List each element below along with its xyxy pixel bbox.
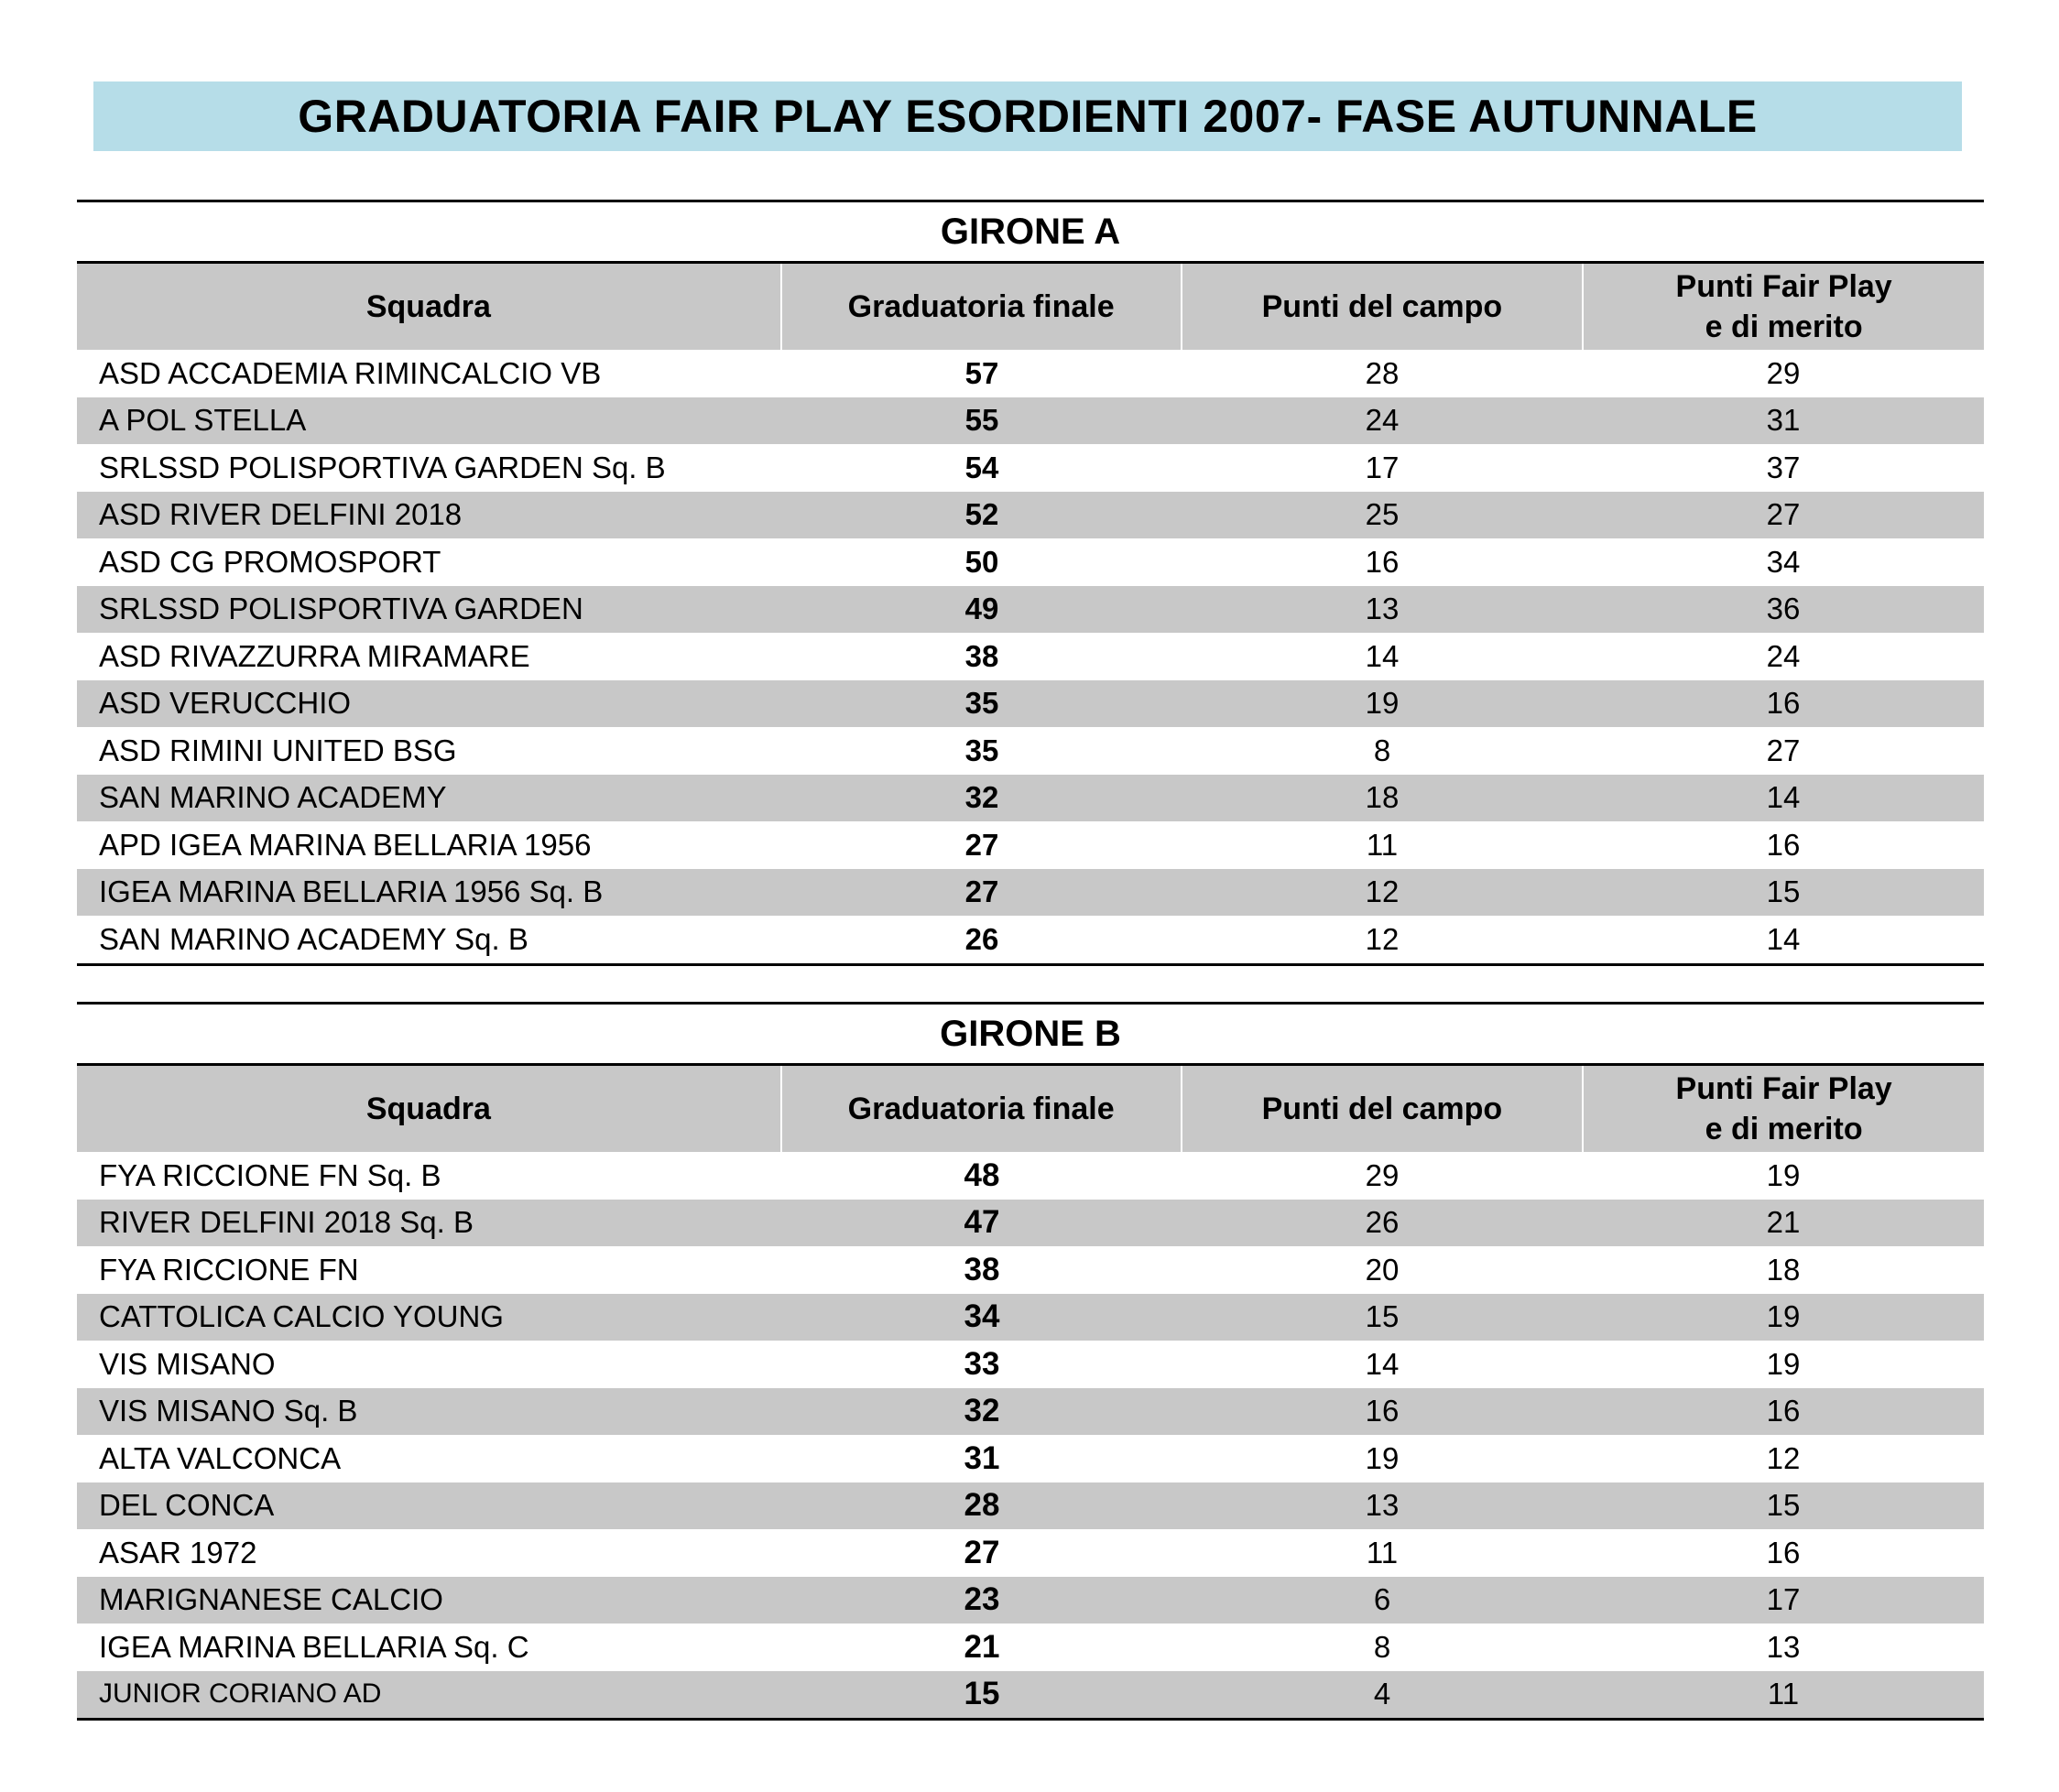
fairplay-points: 14 [1766, 921, 1801, 956]
final-score: 49 [964, 592, 999, 626]
table-row [77, 444, 1984, 492]
team-name: APD IGEA MARINA BELLARIA 1956 [99, 827, 592, 862]
table-row [77, 1482, 1984, 1530]
page-title: GRADUATORIA FAIR PLAY ESORDIENTI 2007- FASE AUTUNNALE [298, 91, 1758, 142]
table-row [77, 1577, 1984, 1624]
girone-a-rows [77, 350, 1984, 966]
team-name: SRLSSD POLISPORTIVA GARDEN [99, 592, 583, 626]
final-score: 55 [964, 403, 999, 438]
team-name: ALTA VALCONCA [99, 1440, 342, 1475]
table-row [77, 397, 1984, 445]
field-points: 14 [1365, 638, 1400, 673]
final-score: 27 [964, 874, 999, 909]
final-score: 34 [964, 1298, 1000, 1335]
team-name: IGEA MARINA BELLARIA Sq. C [99, 1629, 529, 1664]
fairplay-points: 16 [1766, 827, 1801, 862]
final-score: 38 [964, 638, 999, 673]
final-score: 50 [964, 544, 999, 579]
fairplay-points: 31 [1766, 403, 1801, 438]
field-points: 17 [1365, 450, 1400, 484]
field-points: 12 [1365, 874, 1400, 909]
girone-b-header [77, 1066, 1984, 1152]
field-points: 11 [1366, 827, 1399, 862]
table-row [77, 1388, 1984, 1436]
fairplay-points: 16 [1766, 1535, 1801, 1569]
table-row [77, 916, 1984, 963]
fairplay-points: 19 [1766, 1346, 1801, 1381]
page-title-banner [93, 81, 1962, 151]
table-row [77, 775, 1984, 822]
girone-b-title: GIRONE B [77, 1002, 1984, 1066]
header-fairplay-line2: e di merito [1705, 1112, 1863, 1146]
final-score: 35 [964, 686, 999, 721]
final-score: 15 [964, 1676, 1000, 1712]
header-team: Squadra [365, 1091, 491, 1126]
table-row [77, 538, 1984, 586]
table-row [77, 633, 1984, 680]
field-points: 28 [1365, 355, 1400, 390]
table-row [77, 727, 1984, 775]
fairplay-points: 15 [1766, 1488, 1801, 1523]
fairplay-points: 17 [1766, 1582, 1801, 1617]
field-points: 19 [1365, 686, 1400, 721]
final-score: 33 [964, 1345, 1000, 1382]
header-fairplay [1582, 1066, 1984, 1152]
team-name: VIS MISANO Sq. B [99, 1394, 358, 1428]
fairplay-points: 11 [1767, 1677, 1800, 1711]
fairplay-points: 16 [1766, 686, 1801, 721]
table-row [77, 1624, 1984, 1671]
field-points: 20 [1365, 1252, 1400, 1287]
team-name: MARIGNANESE CALCIO [99, 1582, 443, 1617]
field-points: 6 [1373, 1582, 1391, 1617]
table-row [77, 1341, 1984, 1388]
team-name: ASD CG PROMOSPORT [99, 544, 441, 579]
final-score: 26 [964, 921, 999, 956]
header-field: Punti del campo [1181, 1066, 1583, 1152]
field-points: 15 [1365, 1299, 1400, 1334]
final-score: 27 [964, 827, 999, 862]
table-row [77, 1246, 1984, 1294]
final-score: 28 [964, 1487, 1000, 1524]
fairplay-points: 21 [1766, 1205, 1801, 1240]
field-points: 26 [1365, 1205, 1400, 1240]
header-final: Graduatoria finale [780, 264, 1181, 350]
team-name: ASD RIVAZZURRA MIRAMARE [99, 638, 530, 673]
table-row [77, 492, 1984, 539]
team-name: ASD RIVER DELFINI 2018 [99, 497, 463, 532]
field-points: 16 [1365, 544, 1400, 579]
team-name: ASD ACCADEMIA RIMINCALCIO VB [99, 355, 602, 390]
field-points: 19 [1365, 1440, 1400, 1475]
field-points: 18 [1365, 780, 1400, 815]
team-name: ASD VERUCCHIO [99, 686, 352, 721]
final-score: 38 [964, 1251, 1000, 1287]
field-points: 16 [1365, 1394, 1400, 1428]
final-score: 31 [964, 1439, 1000, 1476]
field-points: 13 [1365, 592, 1400, 626]
fairplay-points: 37 [1766, 450, 1801, 484]
team-name: SAN MARINO ACADEMY [99, 780, 447, 815]
table-row [77, 680, 1984, 728]
fairplay-points: 19 [1766, 1157, 1801, 1192]
field-points: 8 [1373, 1629, 1391, 1664]
header-fairplay-line1: Punti Fair Play [1675, 1071, 1892, 1106]
fairplay-points: 24 [1766, 638, 1801, 673]
girone-b-table [77, 1002, 1984, 1721]
fairplay-points: 18 [1766, 1252, 1801, 1287]
team-name: FYA RICCIONE FN [99, 1252, 359, 1287]
table-row [77, 1294, 1984, 1341]
final-score: 32 [964, 1393, 1000, 1429]
table-row [77, 586, 1984, 634]
fairplay-points: 27 [1766, 497, 1801, 532]
team-name: FYA RICCIONE FN Sq. B [99, 1157, 441, 1192]
team-name: A POL STELLA [99, 403, 307, 438]
field-points: 29 [1365, 1157, 1400, 1192]
team-name: CATTOLICA CALCIO YOUNG [99, 1299, 504, 1334]
final-score: 57 [964, 355, 999, 390]
table-row [77, 869, 1984, 917]
table-row [77, 1529, 1984, 1577]
field-points: 11 [1366, 1535, 1399, 1569]
field-points: 4 [1373, 1677, 1391, 1711]
field-points: 14 [1365, 1346, 1400, 1381]
fairplay-points: 27 [1766, 733, 1801, 767]
girone-b-rows [77, 1152, 1984, 1721]
field-points: 24 [1365, 403, 1400, 438]
fairplay-points: 29 [1766, 355, 1801, 390]
final-score: 48 [964, 1157, 1000, 1193]
final-score: 54 [964, 450, 999, 484]
team-name: ASD RIMINI UNITED BSG [99, 733, 457, 767]
team-name: SRLSSD POLISPORTIVA GARDEN Sq. B [99, 450, 666, 484]
fairplay-points: 34 [1766, 544, 1801, 579]
fairplay-points: 12 [1766, 1440, 1801, 1475]
fairplay-points: 13 [1766, 1629, 1801, 1664]
final-score: 21 [964, 1628, 1000, 1665]
final-score: 27 [964, 1534, 1000, 1570]
final-score: 47 [964, 1204, 1000, 1241]
header-final: Graduatoria finale [780, 1066, 1181, 1152]
header-fairplay [1582, 264, 1984, 350]
table-row [77, 350, 1984, 397]
field-points: 25 [1365, 497, 1400, 532]
team-name: ASAR 1972 [99, 1535, 257, 1569]
final-score: 23 [964, 1581, 1000, 1618]
team-name: DEL CONCA [99, 1488, 275, 1523]
header-fairplay-line2: e di merito [1705, 310, 1863, 344]
final-score: 35 [964, 733, 999, 767]
header-team: Squadra [365, 289, 491, 324]
team-name: JUNIOR CORIANO AD [99, 1678, 382, 1710]
fairplay-points: 14 [1766, 780, 1801, 815]
fairplay-points: 16 [1766, 1394, 1801, 1428]
team-name: VIS MISANO [99, 1346, 276, 1381]
table-row [77, 1435, 1984, 1482]
table-row [77, 1200, 1984, 1247]
team-name: RIVER DELFINI 2018 Sq. B [99, 1205, 474, 1240]
girone-a-header [77, 264, 1984, 350]
field-points: 8 [1373, 733, 1391, 767]
header-fairplay-line1: Punti Fair Play [1675, 269, 1892, 304]
final-score: 32 [964, 780, 999, 815]
team-name: SAN MARINO ACADEMY Sq. B [99, 921, 528, 956]
fairplay-points: 36 [1766, 592, 1801, 626]
fairplay-points: 19 [1766, 1299, 1801, 1334]
girone-a-title: GIRONE A [77, 200, 1984, 264]
girone-a-table [77, 200, 1984, 966]
table-row [77, 821, 1984, 869]
header-field: Punti del campo [1181, 264, 1583, 350]
table-row [77, 1671, 1984, 1719]
fairplay-points: 15 [1766, 874, 1801, 909]
team-name: IGEA MARINA BELLARIA 1956 Sq. B [99, 874, 604, 909]
final-score: 52 [964, 497, 999, 532]
field-points: 12 [1365, 921, 1400, 956]
table-row [77, 1152, 1984, 1200]
field-points: 13 [1365, 1488, 1400, 1523]
